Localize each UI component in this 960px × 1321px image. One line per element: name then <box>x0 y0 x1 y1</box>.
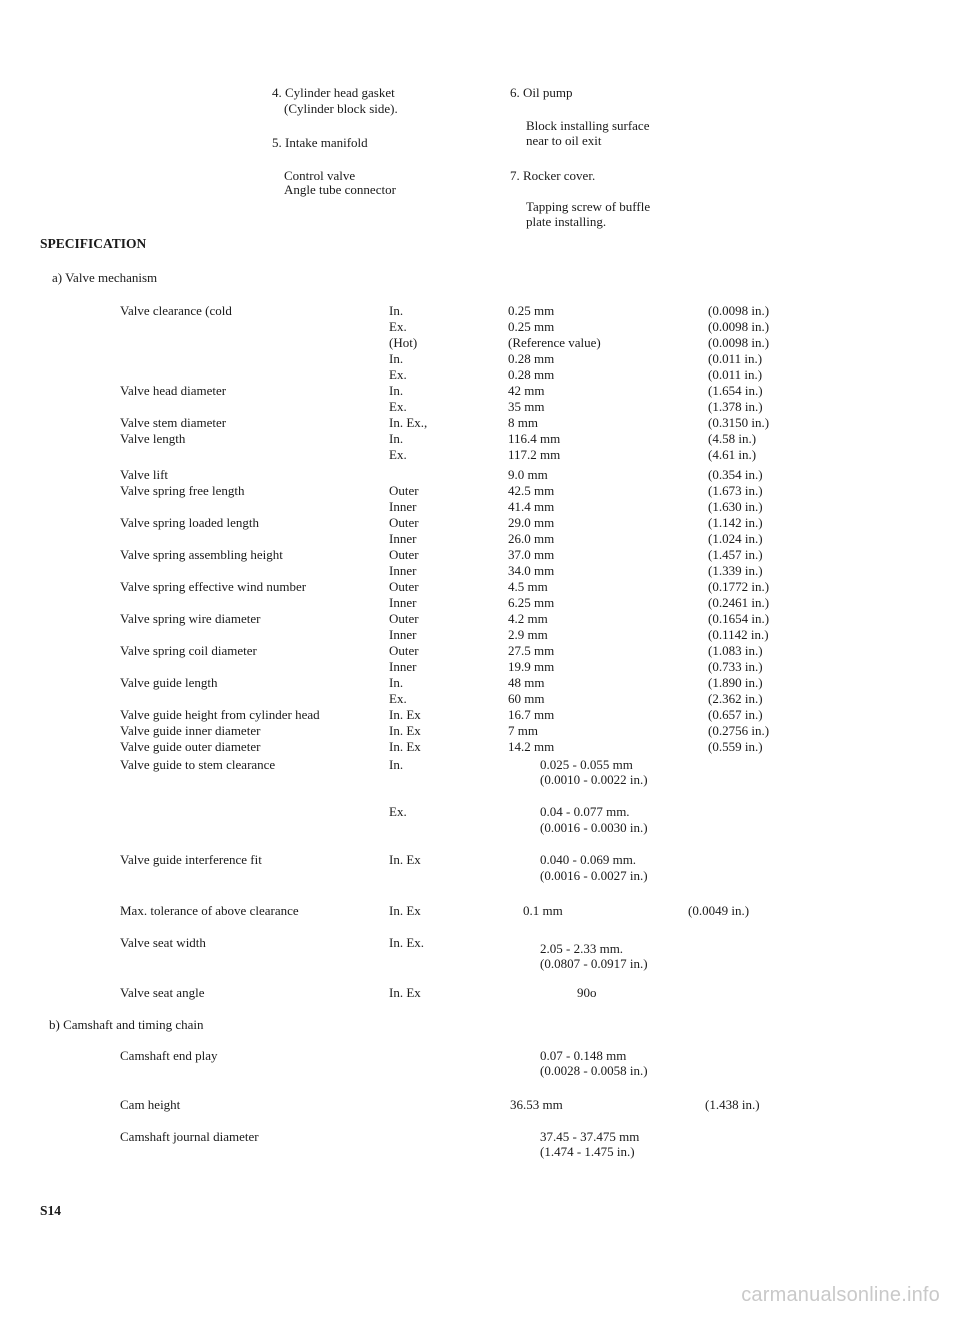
note-item-4-line1: 4. Cylinder head gasket <box>272 85 395 100</box>
camshaft-end-play-label: Camshaft end play <box>120 1048 218 1063</box>
note-item-5-sub1: Control valve <box>284 168 356 183</box>
valve-row-pos: (Hot) <box>389 335 418 350</box>
valve-row-label: Valve guide length <box>120 675 218 690</box>
valve-row-label: Valve spring coil diameter <box>120 643 257 658</box>
valve-row-pos: In. <box>389 431 404 446</box>
valve-row-metric: 4.5 mm <box>508 579 548 594</box>
valve-row-pos: Outer <box>389 515 419 530</box>
watermark: carmanualsonline.info <box>741 1284 940 1306</box>
cam-height-inch: (1.438 in.) <box>705 1097 760 1112</box>
valve-row-inch: (1.630 in.) <box>708 499 763 514</box>
stem-clearance-ex-inch: (0.0016 - 0.0030 in.) <box>540 820 648 835</box>
valve-row-pos: Outer <box>389 611 419 626</box>
valve-row-inch: (0.1772 in.) <box>708 579 770 594</box>
valve-row-pos: Outer <box>389 579 419 594</box>
valve-row-pos: Ex. <box>389 399 407 414</box>
seat-width-pos: In. Ex. <box>389 935 425 950</box>
valve-row-inch: (0.011 in.) <box>708 351 763 366</box>
valve-row-metric: 29.0 mm <box>508 515 555 530</box>
valve-row-inch: (0.354 in.) <box>708 467 763 482</box>
valve-row-metric: 60 mm <box>508 691 545 706</box>
valve-row-label: Valve stem diameter <box>120 415 227 430</box>
valve-row-pos: Inner <box>389 659 417 674</box>
stem-clearance-in-inch: (0.0010 - 0.0022 in.) <box>540 772 648 787</box>
note-item-6: 6. Oil pump <box>510 85 573 100</box>
valve-row-pos: In. Ex <box>389 707 421 722</box>
seat-width-inch: (0.0807 - 0.0917 in.) <box>540 956 648 971</box>
valve-row-metric: 19.9 mm <box>508 659 555 674</box>
seat-angle-value: 90o <box>577 985 597 1000</box>
valve-row-inch: (0.2461 in.) <box>708 595 770 610</box>
valve-row-inch: (0.2756 in.) <box>708 723 770 738</box>
valve-row-metric: 16.7 mm <box>508 707 555 722</box>
valve-row-metric: 42.5 mm <box>508 483 555 498</box>
camshaft-end-play-inch: (0.0028 - 0.0058 in.) <box>540 1063 648 1078</box>
valve-row-inch: (1.890 in.) <box>708 675 763 690</box>
valve-row-pos: Ex. <box>389 447 407 462</box>
max-tolerance-metric: 0.1 mm <box>523 903 563 918</box>
valve-row-pos: In. <box>389 303 404 318</box>
max-tolerance-inch: (0.0049 in.) <box>688 903 750 918</box>
note-item-7-sub1: Tapping screw of buffle <box>526 199 651 214</box>
page-number: S14 <box>40 1203 62 1218</box>
valve-row-label: Valve clearance (cold <box>120 303 232 318</box>
valve-row-label: Valve spring free length <box>120 483 245 498</box>
valve-row-metric: 8 mm <box>508 415 538 430</box>
valve-row-metric: 0.28 mm <box>508 367 555 382</box>
valve-row-inch: (0.657 in.) <box>708 707 763 722</box>
camshaft-journal-inch: (1.474 - 1.475 in.) <box>540 1144 635 1159</box>
valve-row-pos: Inner <box>389 531 417 546</box>
valve-row-pos: Ex. <box>389 319 407 334</box>
valve-row-label: Valve guide outer diameter <box>120 739 261 754</box>
valve-row-metric: 7 mm <box>508 723 538 738</box>
seat-angle-pos: In. Ex <box>389 985 421 1000</box>
valve-row-pos: In. Ex <box>389 739 421 754</box>
section-a-heading: a) Valve mechanism <box>52 270 158 285</box>
valve-row-label: Valve spring loaded length <box>120 515 259 530</box>
note-item-7: 7. Rocker cover. <box>510 168 596 183</box>
max-tolerance-pos: In. Ex <box>389 903 421 918</box>
valve-row-metric: 117.2 mm <box>508 447 561 462</box>
valve-row-pos: Ex. <box>389 691 407 706</box>
valve-row-inch: (4.61 in.) <box>708 447 757 462</box>
valve-row-inch: (0.3150 in.) <box>708 415 770 430</box>
note-item-5: 5. Intake manifold <box>272 135 368 150</box>
valve-row-metric: 37.0 mm <box>508 547 555 562</box>
valve-row-inch: (1.142 in.) <box>708 515 763 530</box>
valve-row-pos: In. <box>389 351 404 366</box>
valve-row-metric: 27.5 mm <box>508 643 555 658</box>
valve-row-pos: Inner <box>389 627 417 642</box>
valve-row-metric: 42 mm <box>508 383 545 398</box>
valve-row-inch: (0.1142 in.) <box>708 627 769 642</box>
seat-angle-label: Valve seat angle <box>120 985 205 1000</box>
valve-row-metric: 9.0 mm <box>508 467 548 482</box>
valve-row-pos: Ex. <box>389 367 407 382</box>
interference-pos: In. Ex <box>389 852 421 867</box>
seat-width-label: Valve seat width <box>120 935 206 950</box>
valve-row-inch: (0.733 in.) <box>708 659 763 674</box>
valve-row-pos: Inner <box>389 595 417 610</box>
valve-row-metric: (Reference value) <box>508 335 601 350</box>
valve-row-metric: 14.2 mm <box>508 739 555 754</box>
interference-label: Valve guide interference fit <box>120 852 262 867</box>
stem-clearance-ex-pos: Ex. <box>389 804 407 819</box>
stem-clearance-ex-metric: 0.04 - 0.077 mm. <box>540 804 630 819</box>
valve-row-pos: Outer <box>389 643 419 658</box>
valve-row-inch: (0.559 in.) <box>708 739 763 754</box>
valve-row-metric: 4.2 mm <box>508 611 548 626</box>
valve-row-pos: In. <box>389 383 404 398</box>
valve-row-metric: 26.0 mm <box>508 531 555 546</box>
camshaft-journal-metric: 37.45 - 37.475 mm <box>540 1129 640 1144</box>
camshaft-journal-label: Camshaft journal diameter <box>120 1129 259 1144</box>
valve-row-pos: Outer <box>389 483 419 498</box>
stem-clearance-label: Valve guide to stem clearance <box>120 757 276 772</box>
section-b-heading: b) Camshaft and timing chain <box>49 1017 204 1032</box>
valve-row-inch: (1.654 in.) <box>708 383 763 398</box>
valve-row-inch: (1.024 in.) <box>708 531 763 546</box>
valve-row-inch: (2.362 in.) <box>708 691 763 706</box>
valve-row-metric: 41.4 mm <box>508 499 555 514</box>
cam-height-label: Cam height <box>120 1097 181 1112</box>
valve-row-metric: 2.9 mm <box>508 627 548 642</box>
valve-row-inch: (0.0098 in.) <box>708 335 770 350</box>
valve-row-inch: (0.0098 in.) <box>708 303 770 318</box>
valve-row-inch: (1.339 in.) <box>708 563 763 578</box>
valve-row-metric: 6.25 mm <box>508 595 555 610</box>
valve-row-metric: 0.25 mm <box>508 319 555 334</box>
valve-row-inch: (1.378 in.) <box>708 399 763 414</box>
valve-row-label: Valve head diameter <box>120 383 227 398</box>
valve-row-pos: In. Ex <box>389 723 421 738</box>
valve-row-pos: In. Ex., <box>389 415 428 430</box>
valve-row-label: Valve guide height from cylinder head <box>120 707 320 722</box>
valve-row-label: Valve spring assembling height <box>120 547 283 562</box>
valve-row-inch: (0.0098 in.) <box>708 319 770 334</box>
note-item-5-sub2: Angle tube connector <box>284 182 396 197</box>
valve-row-label: Valve spring effective wind number <box>120 579 307 594</box>
note-item-7-sub2: plate installing. <box>526 214 607 229</box>
seat-width-metric: 2.05 - 2.33 mm. <box>540 941 624 956</box>
valve-row-metric: 0.28 mm <box>508 351 555 366</box>
interference-inch: (0.0016 - 0.0027 in.) <box>540 868 648 883</box>
valve-row-metric: 34.0 mm <box>508 563 555 578</box>
valve-row-inch: (0.1654 in.) <box>708 611 770 626</box>
valve-row-inch: (1.673 in.) <box>708 483 763 498</box>
note-item-6-sub1: Block installing surface <box>526 118 650 133</box>
valve-row-label: Valve spring wire diameter <box>120 611 261 626</box>
stem-clearance-in-pos: In. <box>389 757 404 772</box>
valve-row-label: Valve guide inner diameter <box>120 723 261 738</box>
valve-row-label: Valve lift <box>120 467 169 482</box>
valve-row-metric: 0.25 mm <box>508 303 555 318</box>
valve-row-pos: Outer <box>389 547 419 562</box>
valve-row-inch: (1.083 in.) <box>708 643 763 658</box>
valve-row-pos: In. <box>389 675 404 690</box>
max-tolerance-label: Max. tolerance of above clearance <box>120 903 299 918</box>
valve-row-inch: (4.58 in.) <box>708 431 757 446</box>
valve-row-pos: Inner <box>389 499 417 514</box>
note-item-4-line2: (Cylinder block side). <box>284 101 398 116</box>
valve-row-metric: 116.4 mm <box>508 431 561 446</box>
camshaft-end-play-metric: 0.07 - 0.148 mm <box>540 1048 627 1063</box>
valve-row-metric: 48 mm <box>508 675 545 690</box>
valve-row-label: Valve length <box>120 431 186 446</box>
stem-clearance-in-metric: 0.025 - 0.055 mm <box>540 757 633 772</box>
specification-heading: SPECIFICATION <box>40 236 147 251</box>
valve-row-metric: 35 mm <box>508 399 545 414</box>
cam-height-metric: 36.53 mm <box>510 1097 563 1112</box>
valve-row-inch: (0.011 in.) <box>708 367 763 382</box>
valve-row-inch: (1.457 in.) <box>708 547 763 562</box>
valve-row-pos: Inner <box>389 563 417 578</box>
interference-metric: 0.040 - 0.069 mm. <box>540 852 637 867</box>
note-item-6-sub2: near to oil exit <box>526 133 602 148</box>
